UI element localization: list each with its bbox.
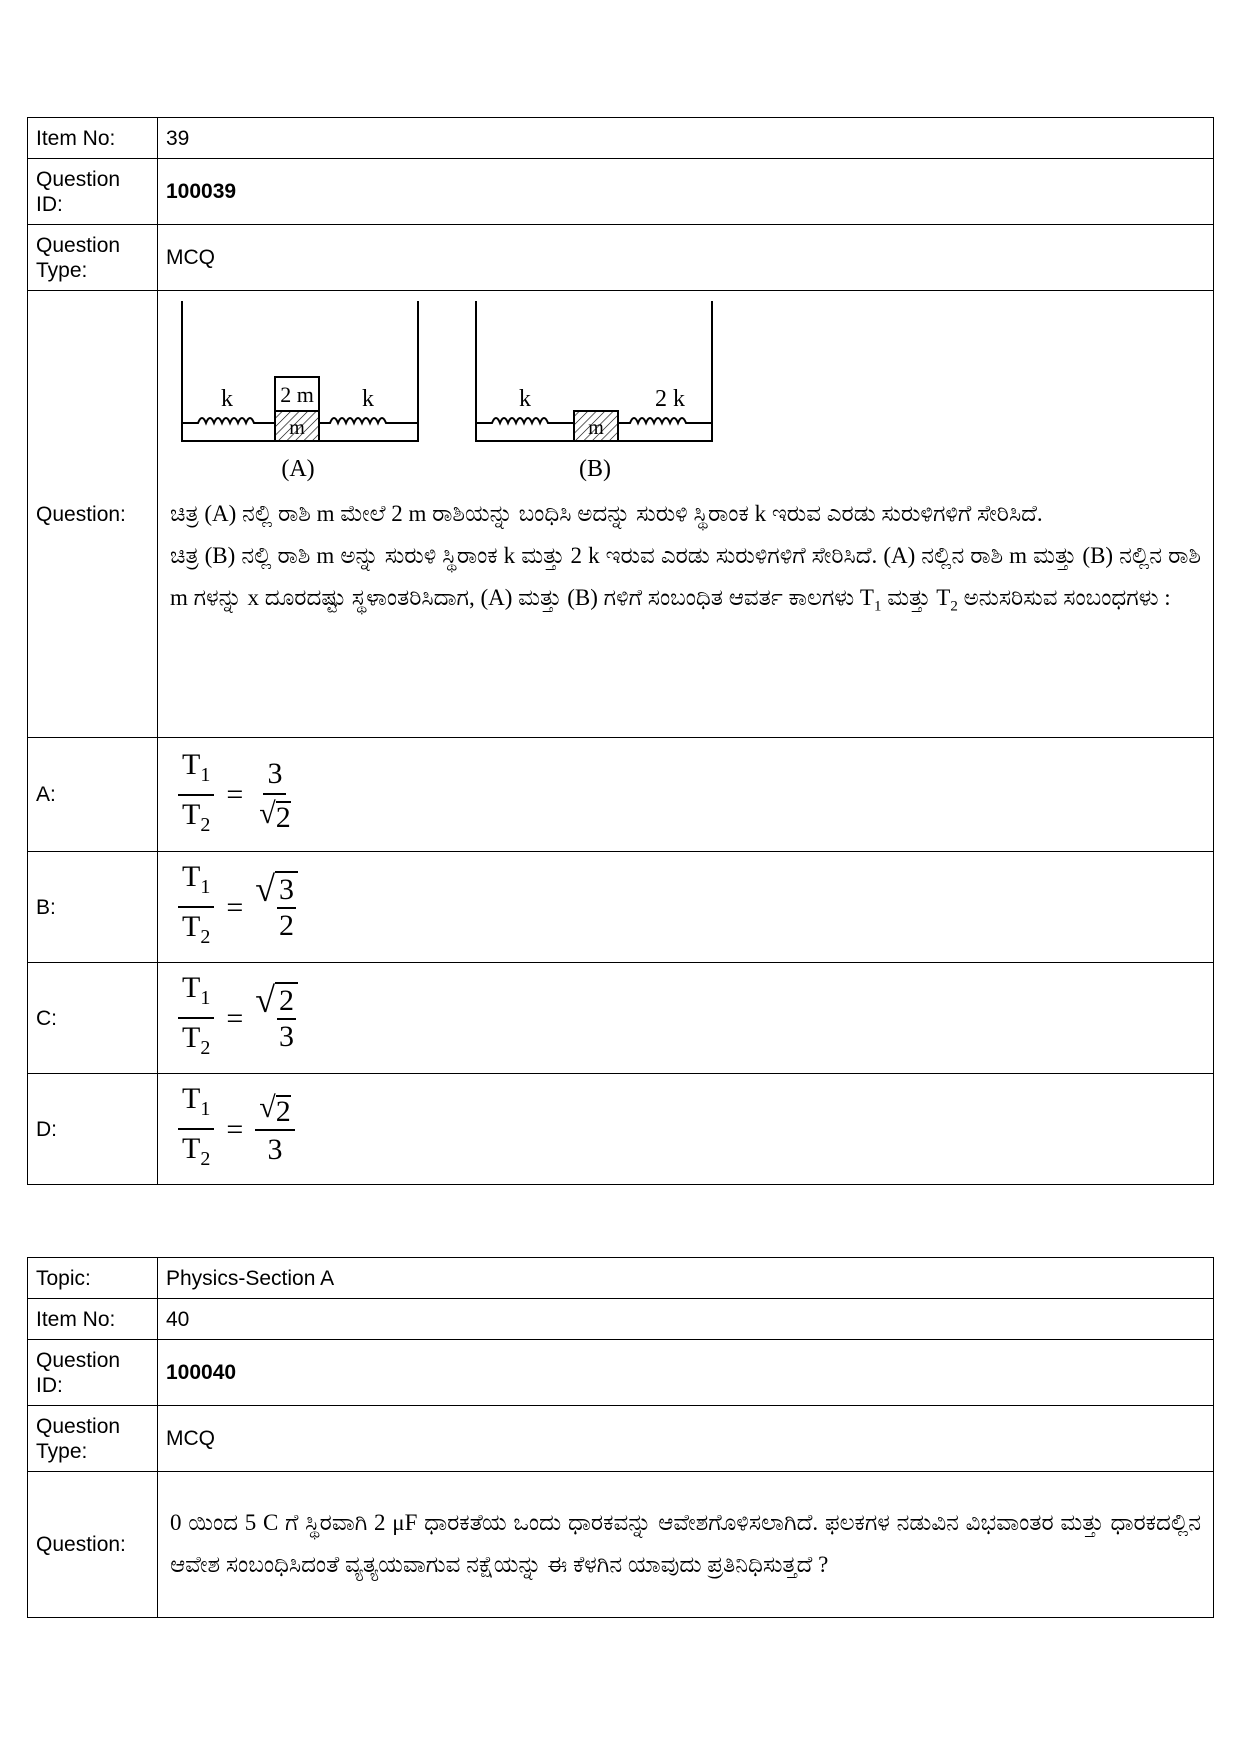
option-a-formula: $\frac{T_1}{T_2}$ = 3 √ 2 xyxy=(158,738,1214,852)
question-paragraph-2: ಚಿತ್ರ (B) ನಲ್ಲಿ ರಾಶಿ m ಅನ್ನು ಸುರುಳಿ ಸ್ಥಿರಾಂಕ k ಮತ್ತು 2 k ಇರುವ ಎರಡು ಸುರುಳಿಗಳಿಗೆ ಸೇರಿಸಿದೆ. (A) ನಲ್ಲಿನ ರಾಶಿ m ಮತ್ತು (B) ನಲ್ಲಿನ ರಾಶಿ m ಗಳನ್ನು x ದೂರದಷ್ಟು ಸ್ಥಳಾಂತರಿಸಿದಾಗ, (A) ಮತ್ತು (B) ಗಳಿಗೆ ಸಂಬಂಧಿತ ಆವರ್ತ ಕಾಲಗಳು $T_1$ ಮತ್ತು $T_2$ ಅನುಸರಿಸುವ ಸಂಬಂಧಗಳು : xyxy=(170,543,1201,615)
spring-a-right xyxy=(319,418,418,423)
label-b-left-k: k xyxy=(519,386,531,412)
label-a-left-k: k xyxy=(221,386,233,412)
question-id-value: 100039 xyxy=(158,159,1214,225)
item-no-value: 39 xyxy=(158,118,1214,159)
option-d-label: D: xyxy=(28,1074,158,1185)
spring-b-right xyxy=(618,418,712,423)
question-label: Question: xyxy=(28,1472,158,1618)
option-d-formula: $\frac{T_1}{T_2}$ = √ 2 3 xyxy=(158,1074,1214,1185)
topic-value: Physics-Section A xyxy=(158,1258,1214,1299)
question-paragraph-1: ಚಿತ್ರ (A) ನಲ್ಲಿ ರಾಶಿ m ಮೇಲೆ 2 m ರಾಶಿಯನ್ನು ಬಂಧಿಸಿ ಅದನ್ನು ಸುರುಳಿ ಸ್ಥಿರಾಂಕ k ಇರುವ ಎರಡು ಸುರುಳಿಗಳಿಗೆ ಸೇರಿಸಿದೆ. xyxy=(170,501,1043,526)
label-a-2m: 2 m xyxy=(280,382,314,407)
label-a-right-k: k xyxy=(362,386,374,412)
item-no-label: Item No: xyxy=(28,118,158,159)
question-type-label: Question Type: xyxy=(28,225,158,291)
topic-label: Topic: xyxy=(28,1258,158,1299)
option-a-label: A: xyxy=(28,738,158,852)
question-39-table xyxy=(27,117,1214,1185)
question-id-label: Question ID: xyxy=(28,1340,158,1406)
caption-b: (B) xyxy=(579,456,611,482)
question-content xyxy=(158,1472,1214,1618)
question-label: Question: xyxy=(28,291,158,738)
label-a-m: m xyxy=(289,417,305,439)
question-type-label: Question Type: xyxy=(28,1406,158,1472)
option-c-formula: $\frac{T_1}{T_2}$ = √ $\frac{2}{3}$ xyxy=(158,963,1214,1074)
item-no-label: Item No: xyxy=(28,1299,158,1340)
label-b-m: m xyxy=(588,417,604,439)
label-b-right-2k: 2 k xyxy=(655,386,685,412)
question-content xyxy=(158,291,1214,738)
question-id-label: Question ID: xyxy=(28,159,158,225)
option-c-label: C: xyxy=(28,963,158,1074)
option-b-formula: $\frac{T_1}{T_2}$ = √ $\frac{3}{2}$ xyxy=(158,852,1214,963)
question-type-value: MCQ xyxy=(158,1406,1214,1472)
spring-mass-figure xyxy=(180,301,740,491)
spring-b-left xyxy=(476,418,574,423)
question-text xyxy=(166,491,1205,638)
option-b-label: B: xyxy=(28,852,158,963)
caption-a: (A) xyxy=(281,456,315,482)
question-text: 0 ಯಿಂದ 5 C ಗೆ ಸ್ಥಿರವಾಗಿ 2 μF ಧಾರಕತೆಯ ಒಂದು ಧಾರಕವನ್ನು ಆವೇಶಗೊಳಿಸಲಾಗಿದೆ. ಫಲಕಗಳ ನಡುವಿನ ವಿಭವಾಂತರ ಮತ್ತು ಧಾರಕದಲ್ಲಿನ ಆವೇಶ ಸಂಬಂಧಿಸಿದಂತೆ ವ್ಯತ್ಯಯವಾಗುವ ನಕ್ಷೆಯನ್ನು ಈ ಕೆಳಗಿನ ಯಾವುದು ಪ್ರತಿನಿಧಿಸುತ್ತದೆ ? xyxy=(170,1509,1201,1577)
question-type-value: MCQ xyxy=(158,225,1214,291)
spring-a-left xyxy=(182,418,275,423)
question-id-value: 100040 xyxy=(158,1340,1214,1406)
question-40-table xyxy=(27,1257,1214,1618)
item-no-value: 40 xyxy=(158,1299,1214,1340)
